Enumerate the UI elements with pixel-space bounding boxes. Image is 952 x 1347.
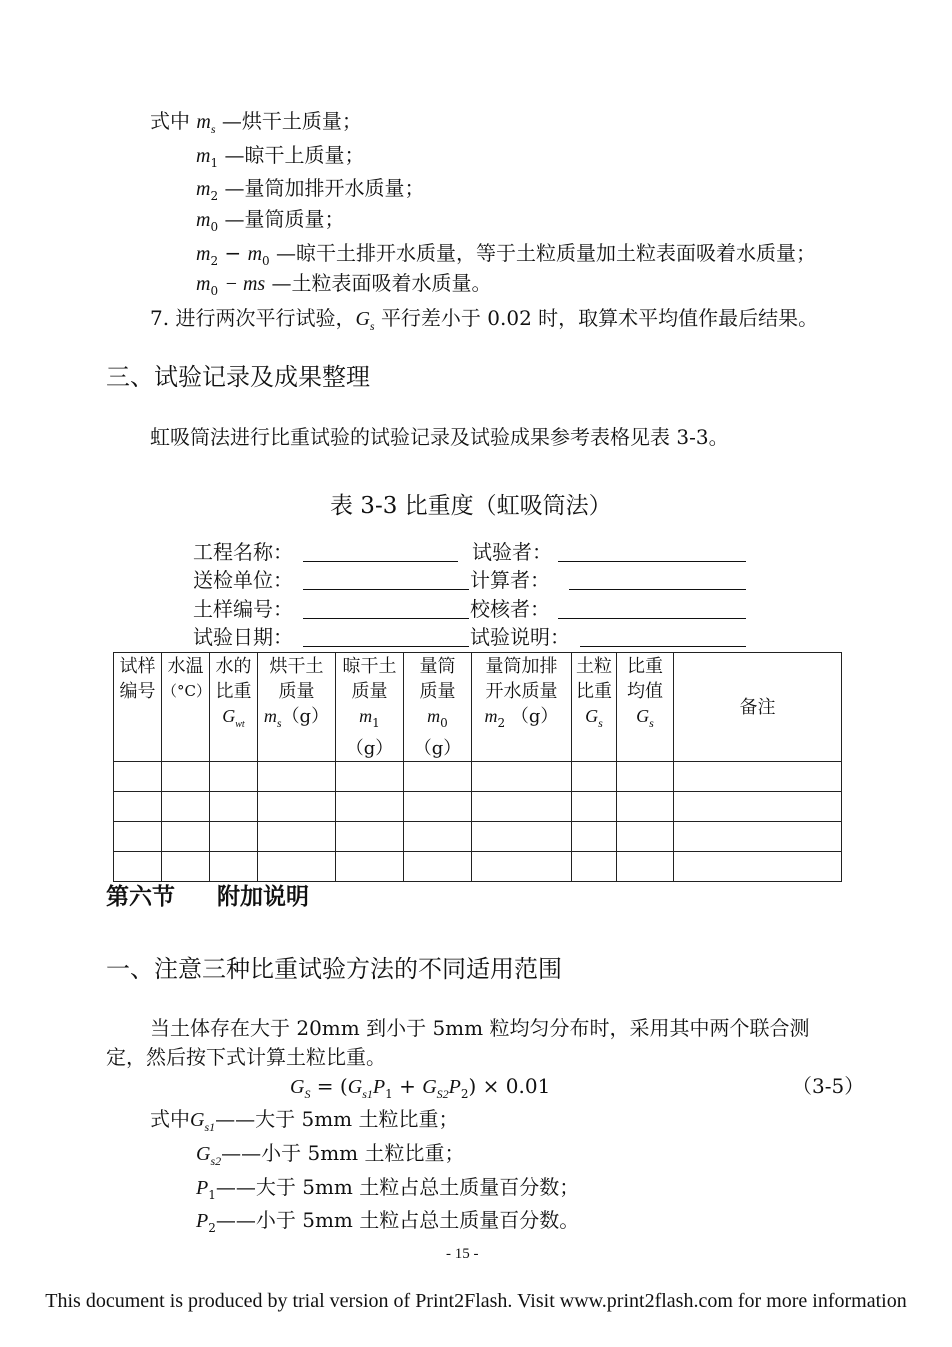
col-remarks: 备注 xyxy=(674,653,842,762)
table-header-row xyxy=(114,653,842,762)
def-p2: $P_2——$小于 5mm 土粒占总土质量百分数。 xyxy=(196,1208,580,1235)
field-project-name: 工程名称： xyxy=(193,540,293,564)
checker-line xyxy=(558,618,746,619)
def-ms: 式中 $m_s$ —烘干土质量； xyxy=(150,109,362,136)
test-date-line xyxy=(303,646,469,647)
page-number: - 15 - xyxy=(446,1246,479,1262)
def-m2: $m_2$ —量筒加排开水质量； xyxy=(196,176,425,203)
col-particle-sg: 土粒 比重 $G_s$ xyxy=(572,653,617,762)
def-m0: $m_0$ —量筒质量； xyxy=(196,207,345,234)
field-test-notes: 试验说明： xyxy=(470,625,570,649)
table-title: 表 3-3 比重度（虹吸筒法） xyxy=(330,493,612,519)
col-sample-no: 试样 编号 xyxy=(114,653,162,762)
def-gs2: $G_{s2}——$小于 5mm 土粒比重； xyxy=(196,1141,465,1168)
record-table xyxy=(113,652,842,882)
col-mean-sg: 比重 均值 $G_s$ xyxy=(617,653,674,762)
col-water-temp: 水温 （°C） xyxy=(162,653,210,762)
table-row xyxy=(114,792,842,822)
step-7: 7. 进行两次平行试验，$G_s$ 平行差小于 0.02 时，取算术平均值作最后结果。 xyxy=(150,306,819,333)
para-line-1: 当土体存在大于 20mm 到小于 5mm 粒均匀分布时，采用其中两个联合测 xyxy=(150,1016,810,1040)
section-1-heading: 一、注意三种比重试验方法的不同适用范围 xyxy=(106,955,562,983)
calculator-line xyxy=(569,589,746,590)
field-submitting-unit: 送检单位： xyxy=(193,568,293,592)
where-label: 式中 xyxy=(150,109,190,133)
col-cylinder-mass: 量筒 质量 $m_0(g)$ xyxy=(404,653,472,762)
def-m0-minus-ms: $m_0$ − ms —土粒表面吸着水质量。 xyxy=(196,271,492,298)
submitting-unit-line xyxy=(303,589,469,590)
field-checker: 校核者： xyxy=(470,597,550,621)
sample-id-line xyxy=(303,618,469,619)
field-sample-id: 土样编号： xyxy=(193,597,293,621)
def-m1: $m_1$ —晾干上质量； xyxy=(196,143,365,170)
def-m2-minus-m0: $m_2 - m_0$ —晾干土排开水质量，等于土粒质量加土粒表面吸着水质量； xyxy=(196,241,817,268)
test-notes-line xyxy=(580,646,746,647)
field-calculator: 计算者： xyxy=(470,568,550,592)
def-gs1: 式中$G_{s1}——$大于 5mm 土粒比重； xyxy=(150,1107,459,1134)
tester-line xyxy=(558,561,746,562)
col-water-sg: 水的 比重 $G_{wt}$ xyxy=(210,653,258,762)
def-p1: $P_1——$大于 5mm 土粒占总土质量百分数； xyxy=(196,1175,580,1202)
section-6-heading: 第六节 附加说明 xyxy=(106,883,309,910)
section-3-heading: 三、试验记录及成果整理 xyxy=(106,363,370,391)
table-row xyxy=(114,762,842,792)
field-tester: 试验者： xyxy=(472,540,552,564)
table-row xyxy=(114,822,842,852)
table-row xyxy=(114,852,842,882)
col-oven-dry-mass: 烘干土 质量 $m_s(g)$ xyxy=(258,653,336,762)
formula-3-5: $G_S = (G_{s1}P_1 + G_{S2}P_2) \times 0.01$ xyxy=(290,1074,551,1101)
formula-number: （3-5） xyxy=(792,1074,865,1098)
col-air-dry-mass: 晾干土 质量 $m_1(g)$ xyxy=(336,653,404,762)
section-3-intro: 虹吸筒法进行比重试验的试验记录及试验成果参考表格见表 3-3。 xyxy=(150,425,729,449)
project-name-line xyxy=(303,561,458,562)
col-cylinder-plus-water: 量筒加排 开水质量 $m_2$ （g） xyxy=(472,653,572,762)
field-test-date: 试验日期： xyxy=(193,625,293,649)
trial-footer: This document is produced by trial version of Print2Flash. Visit www.print2flash.com for more information xyxy=(45,1290,907,1312)
para-line-2: 定，然后按下式计算土粒比重。 xyxy=(106,1045,386,1069)
